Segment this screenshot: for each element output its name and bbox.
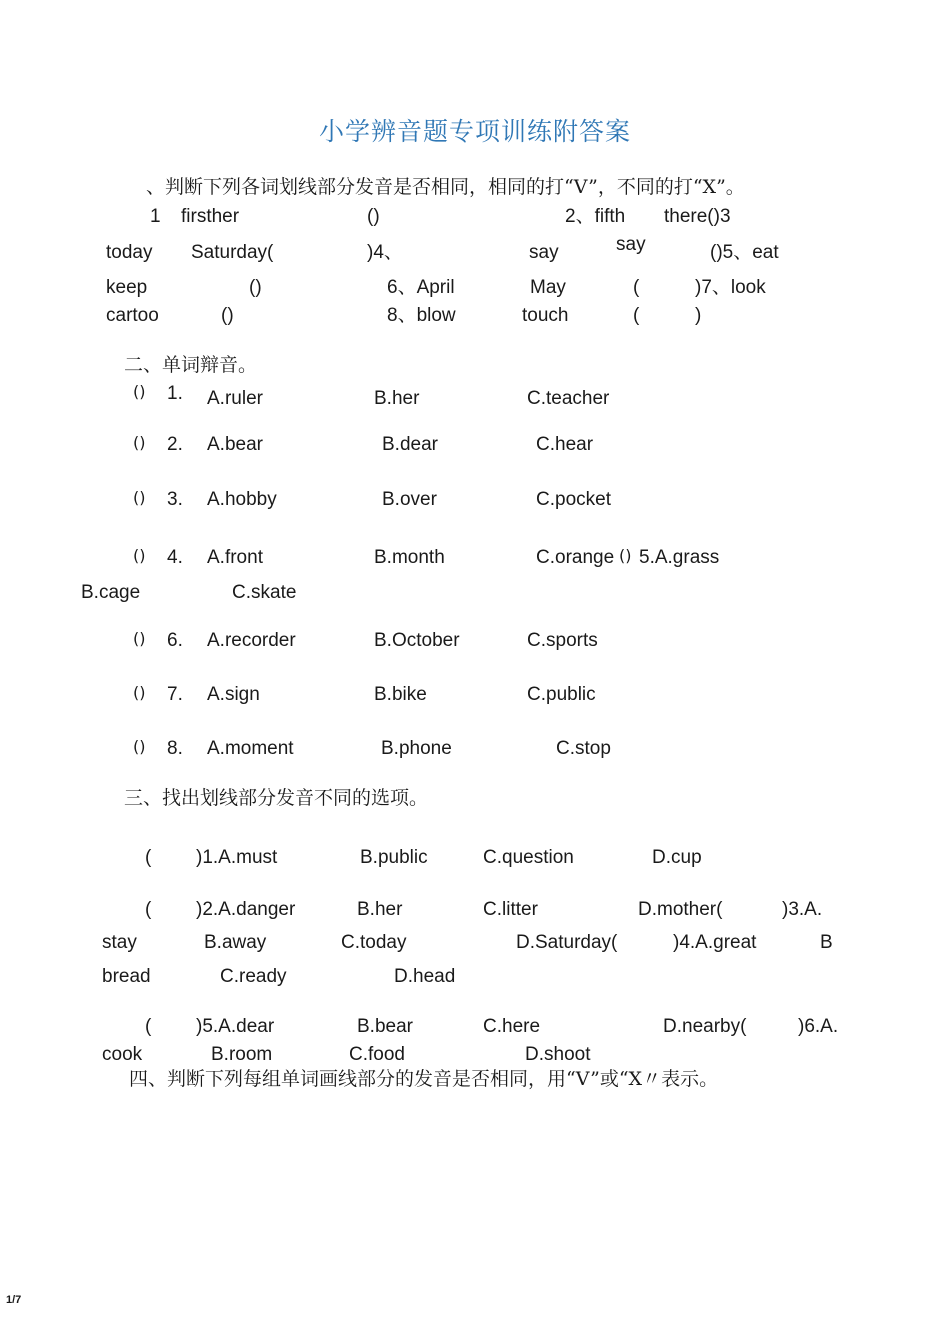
page-number: 1/7 xyxy=(6,1294,22,1306)
option-c: C.food xyxy=(349,1044,405,1065)
option-d: D.shoot xyxy=(525,1044,591,1065)
answer-blank: () xyxy=(133,488,146,507)
option-c: C.today xyxy=(341,932,407,953)
answer-blank: () xyxy=(133,737,146,756)
word: cartoo xyxy=(106,305,159,326)
option-d: D.cup xyxy=(652,847,702,868)
answer-blank: () xyxy=(249,277,262,298)
option-c: C.pocket xyxy=(536,489,611,510)
option-b: B.public xyxy=(360,847,428,868)
option-d: D.head xyxy=(394,966,456,987)
option-a: A.bear xyxy=(207,434,263,455)
word: May xyxy=(530,277,566,298)
word: say xyxy=(616,234,646,255)
answer-blank: () xyxy=(133,629,146,648)
word: there()3 xyxy=(664,206,731,227)
answer-blank: ( xyxy=(145,899,152,920)
option-c: C.hear xyxy=(536,434,594,455)
word: 6、April xyxy=(387,277,455,298)
option-b: B.her xyxy=(374,388,420,409)
answer-blank: () xyxy=(221,305,234,326)
word: ()5、eat xyxy=(710,242,779,263)
option-c: C.public xyxy=(527,684,596,705)
option-a: A.moment xyxy=(207,738,294,759)
section3-heading: 三、找出划线部分发音不同的选项。 xyxy=(124,787,429,809)
option-c: C.stop xyxy=(556,738,611,759)
word: today xyxy=(106,242,153,263)
answer-blank: )4、 xyxy=(367,242,403,263)
option-b: B.month xyxy=(374,547,445,568)
item-number: 1 xyxy=(150,206,161,227)
option-d: D.Saturday( xyxy=(516,932,618,953)
word: 2、fifth xyxy=(565,206,626,227)
option-c: C.skate xyxy=(232,582,297,603)
option-b: B.away xyxy=(204,932,267,953)
option-a: A.sign xyxy=(207,684,260,705)
option-b: B.room xyxy=(211,1044,273,1065)
option-a: )5.A.dear xyxy=(196,1016,275,1037)
option-b: B.dear xyxy=(382,434,438,455)
answer-blank: ) xyxy=(695,305,702,326)
answer-blank: ( xyxy=(145,847,152,868)
answer-blank: () xyxy=(367,206,380,227)
word: say xyxy=(529,242,559,263)
option-a: )4.A.great xyxy=(673,932,757,953)
option-a: )2.A.danger xyxy=(196,899,296,920)
option-c: C.orange xyxy=(536,547,615,568)
question-number: 4. xyxy=(167,547,183,568)
word: cook xyxy=(102,1044,143,1065)
word: stay xyxy=(102,932,137,953)
question-number: 1. xyxy=(167,383,183,404)
option-c: C.teacher xyxy=(527,388,610,409)
option-d: D.mother( xyxy=(638,899,723,920)
option-c: C.ready xyxy=(220,966,287,987)
option-a: )6.A. xyxy=(798,1016,839,1037)
option-c: C.litter xyxy=(483,899,538,920)
option-a: A.recorder xyxy=(207,630,296,651)
option-b: B xyxy=(820,932,833,953)
word: keep xyxy=(106,277,148,298)
section1-heading: 、判断下列各词划线部分发音是否相同，相同的打“V”，不同的打“X”。 xyxy=(146,176,745,198)
option-b: B.her xyxy=(357,899,403,920)
option-b: B.bike xyxy=(374,684,427,705)
word: firsther xyxy=(181,206,240,227)
option-d: D.nearby( xyxy=(663,1016,747,1037)
question-number: 3. xyxy=(167,489,183,510)
option-a: A.hobby xyxy=(207,489,277,510)
option-a: )3.A. xyxy=(782,899,823,920)
option-b: B.over xyxy=(382,489,437,510)
answer-blank: ( xyxy=(633,277,640,298)
option-b: B.phone xyxy=(381,738,452,759)
question-number: 5.A.grass xyxy=(639,547,720,568)
word: bread xyxy=(102,966,151,987)
option-b: B.bear xyxy=(357,1016,413,1037)
question-number: 6. xyxy=(167,630,183,651)
option-c: C.here xyxy=(483,1016,541,1037)
word: 8、blow xyxy=(387,305,456,326)
word: touch xyxy=(522,305,569,326)
option-b: B.cage xyxy=(81,582,141,603)
question-number: 2. xyxy=(167,434,183,455)
answer-blank: () xyxy=(619,546,632,565)
option-c: C.sports xyxy=(527,630,598,651)
page-title: 小学辨音题专项训练附答案 xyxy=(318,117,631,146)
word: )7、look xyxy=(695,277,766,298)
answer-blank: () xyxy=(133,546,146,565)
option-a: A.ruler xyxy=(207,388,263,409)
section2-heading: 二、单词辩音。 xyxy=(124,354,258,376)
option-b: B.October xyxy=(374,630,460,651)
answer-blank: ( xyxy=(145,1016,152,1037)
answer-blank: ( xyxy=(633,305,640,326)
option-a: )1.A.must xyxy=(196,847,278,868)
answer-blank: () xyxy=(133,683,146,702)
answer-blank: () xyxy=(133,433,146,452)
word: Saturday( xyxy=(191,242,274,263)
section4-heading: 四、判断下列每组单词画线部分的发音是否相同，用“V”或“X〃表示。 xyxy=(129,1068,719,1090)
question-number: 8. xyxy=(167,738,183,759)
answer-blank: () xyxy=(133,382,146,401)
question-number: 7. xyxy=(167,684,183,705)
option-a: A.front xyxy=(207,547,263,568)
option-c: C.question xyxy=(483,847,574,868)
